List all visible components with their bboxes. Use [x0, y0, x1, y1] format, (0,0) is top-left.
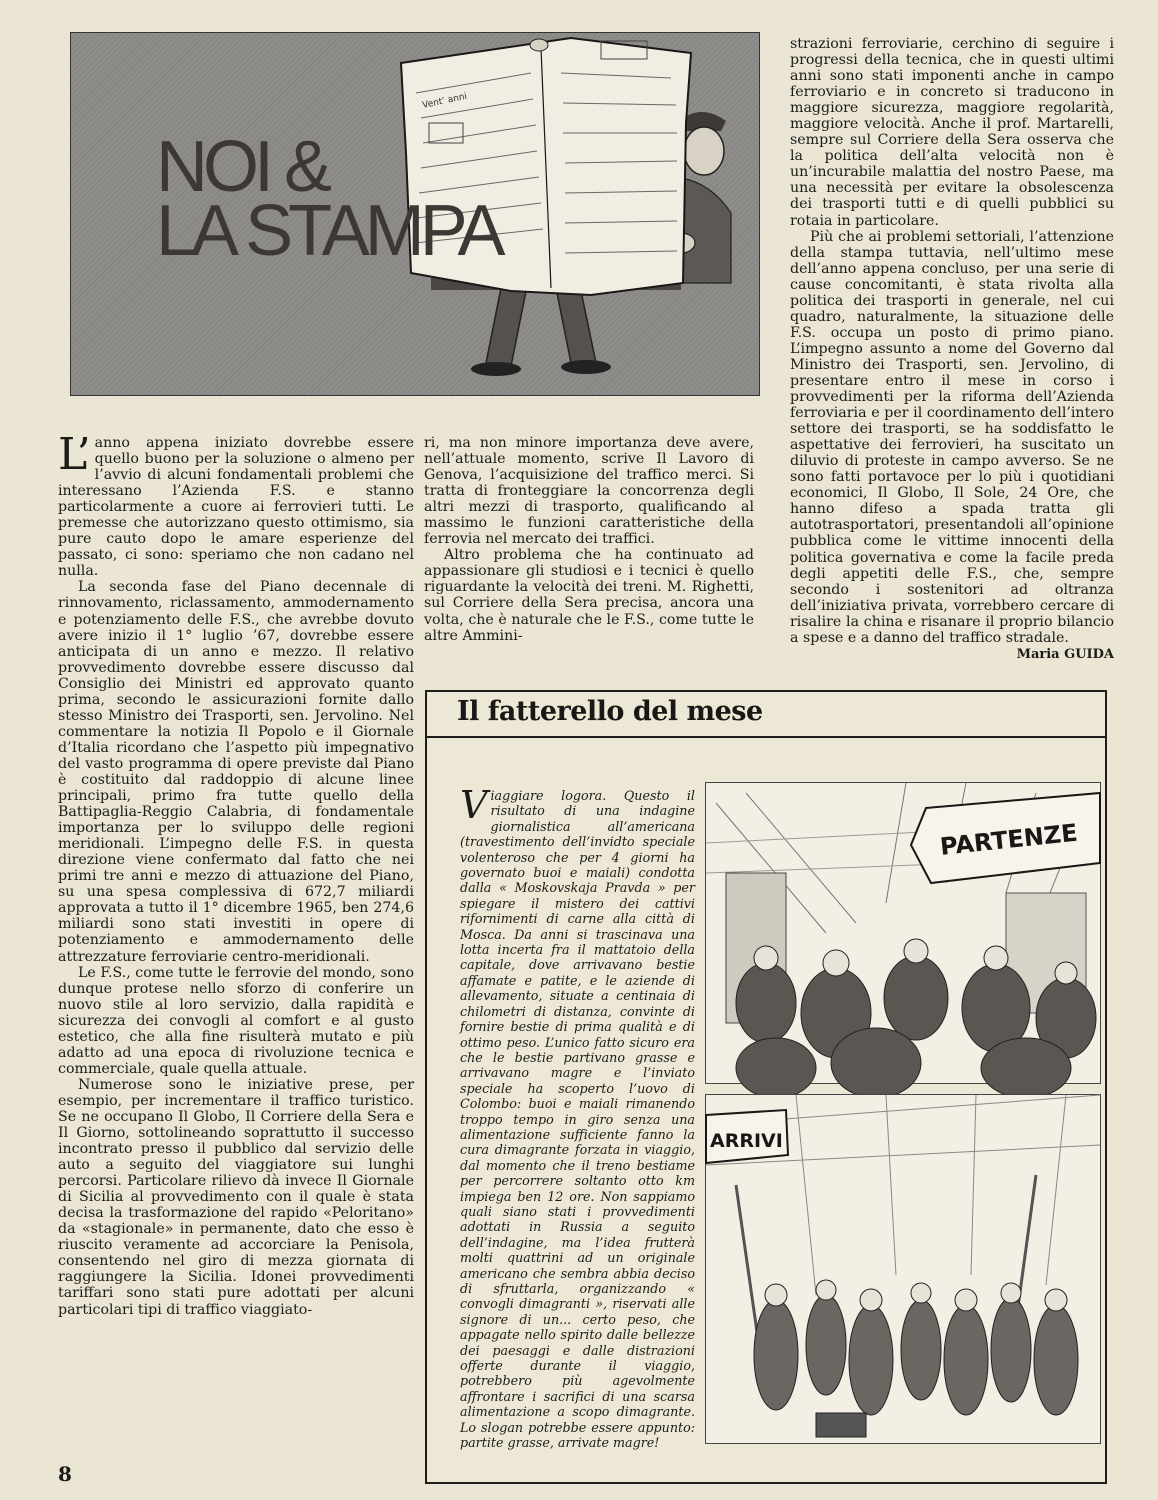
page-title-line1: NOI &: [156, 127, 328, 207]
newspaper-scrawl: Vent’ anni: [421, 91, 469, 111]
page-title-line2: LA STAMPA: [156, 191, 501, 271]
departures-sketch: [705, 782, 1101, 1084]
station-crowd-drawing: [706, 783, 1100, 1083]
article-column-3: [790, 36, 1114, 681]
article-paragraph: La seconda fase del Piano decennale di rinnovamento, riclassamento, ammodernamento e potenziamento delle F.S., che avrebbe dovuto avere inizio il 1° luglio ’67, dovrebbe essere anticipata di un anno e mezzo. Il relativo provvedimento dovrebbe essere discusso dal Consiglio dei Ministri ed approvato quanto prima, secondo le assicurazioni fornite dallo stesso Ministro dei Trasporti, sen. Jervolino. Nel commentare la notizia Il Popolo e il Giornale d’Italia ricordano che l’aspetto più impegnativo del vasto programma di opere previste dal Piano è costituito dal raddoppio di alcune linee principali, primo fra tutte quello della Battipaglia-Reggio Calabria, di fondamentale importanza per lo sviluppo delle regioni meridionali. L’impegno delle F.S. in questa direzione viene confermato dal fatto che nei primi tre anni e mezzo di attuazione del Piano, su una spesa complessiva di 672,7 miliardi approvata a tutto il 1° dicembre 1965, ben 274,6 miliardi sono stati investiti in opere di potenziamento e ammodernamento delle attrezzature ferroviarie centro-meridionali.: [58, 579, 414, 965]
article-paragraph: Le F.S., come tutte le ferrovie del mondo, sono dunque protese nello sforzo di conferire un nuovo stile al loro servizio, dalla rapidità e sicurezza dei convogli al comfort e al gusto estetico, che alla fine risulterà mutato e più adatto ad una epoca di rivoluzione tecnica e commerciale, quale quella attuale.: [58, 964, 414, 1077]
article-column-2: [424, 435, 754, 671]
article-paragraph: Altro problema che ha continuato ad appassionare gli studiosi e i tecnici è quello riguardante la velocità dei treni. M. Righetti, sul Corriere della Sera precisa, ancora una volta, che è naturale che le F.S., come tutte le altre Ammini-: [424, 547, 754, 644]
departures-sign: PARTENZE: [938, 818, 1079, 861]
title-rule: [427, 736, 1105, 738]
fatterello-text: [460, 783, 695, 1451]
article-paragraph: ri, ma non minore importanza deve avere, nell’attuale momento, scrive Il Lavoro di Genova, l’acquisizione del traffico merci. Si tratta di fronteggiare la concorrenza degli altri mezzi di trasporto, qualificando al massimo le funzioni caratteristiche della ferrovia nel mercato dei traffici.: [424, 435, 754, 548]
fatterello-title: Il fatterello del mese: [457, 696, 763, 727]
article-paragraph: Numerose sono le iniziative prese, per esempio, per incrementare il traffico turistico. Se ne occupano Il Globo, Il Corriere della Sera e Il Giorno, sottolineando soprattutto il successo incontrato presso il pubblico dal servizio delle auto a seguito del viaggiatore sui lunghi percorsi. Particolare rilievo dà invece Il Giornale di Sicilia al provvedimento con il quale è stata decisa la trasformazione del rapido «Peloritano» da «stagionale» in permanente, dato che esso è riuscito veramente ad accorciare la Penisola, consentendo nel giro di mezza giornata di raggiungere la Sicilia. Idonei provvedimenti tariffari sono stati pure adottati per alcuni particolari tipi di traffico viaggiato-: [58, 1076, 414, 1318]
article-column-1: [58, 429, 414, 1455]
arrivals-sign: ARRIVI: [710, 1130, 783, 1152]
fatterello-paragraph: Viaggiare logora. Questo il risultato di una indagine giornalistica all’americana (travestimento dell’invidto speciale volenteroso che per 4 giorni ha governato buoi e maiali) condotta dalla « Moskovskaja Pravda » per spiegare il mistero dei cattivi rifornimenti di carne alla città di Mosca. Da anni si trascinava una lotta incerta fra il mattatoio della capitale, dove arrivavano bestie affamate e patite, e le aziende di allevamento, situate a centinaia di chilometri di distanza, convinte di fornire bestie di prima qualità e di ottimo peso. L’unico fatto sicuro era che le bestie partivano grasse e arrivavano magre e l’inviato speciale ha scoperto l’uovo di Colombo: buoi e maiali rimanendo troppo tempo in giro senza una alimentazione sufficiente fanno la cura dimagrante forzata in viaggio, dal momento che il treno bestiame per percorrere soltanto otto km impiega ben 12 ore. Non sappiamo quali siano stati i provvedimenti adottati in Russia a seguito dell’indagine, ma l’idea frutterà molti quattrini ad un originale americano che sembra abbia deciso di sfruttarla, organizzando « convogli dimagranti », riservati alle signore di un... certo peso, che appagate nello spirito dalle bellezze dei paesaggi e dalle distrazioni offerte durante il viaggio, potrebbero più agevolmente affrontare i sacrifici di una scarsa alimentazione a scopo dimagrante. Lo slogan potrebbe essere appunto: partite grasse, arrivate magre!: [460, 783, 695, 1451]
station-arrivals-drawing: [706, 1095, 1100, 1443]
article-paragraph: Più che ai problemi settoriali, l’attenzione della stampa tuttavia, nell’ultimo mese dell’anno appena concluso, per una serie di cause concomitanti, è stata rivolta alla politica dei trasporti in generale, nel cui quadro, naturalmente, la situazione delle F.S. occupa un posto di primo piano. L’impegno assunto a nome del Governo dal Ministro dei Trasporti, sen. Jervolino, di presentare entro il mese in corso i provvedimenti per la riforma dell’Azienda ferroviaria e per il coordinamento dell’intero settore dei trasporti, se ha soddisfatto le aspettative dei ferrovieri, ha suscitato un diluvio di proteste in campo avverso. Se ne sono fatti portavoce per lo più i quotidiani economici, Il Globo, Il Sole, 24 Ore, che hanno difeso a spada tratta gli autotrasportatori, presentandoli all’opinione pubblica come le vittime innocenti della politica governativa e come la facile preda degli appetiti delle F.S., che, sempre secondo i sostenitori ad oltranza dell’iniziativa privata, vorrebbero cercare di risalire la china e risanare il proprio bilancio a spese e a danno del traffico stradale.: [790, 228, 1114, 646]
article-paragraph: L’anno appena iniziato dovrebbe essere quello buono per la soluzione o almeno per l’avvio di alcuni fondamentali problemi che interessano l’Azienda F.S. e stanno particolarmente a cuore ai ferrovieri tutti. Le premesse che autorizzano questo ottimismo, sia pure cauto dopo le amare esperienze del passato, ci sono: speriamo che non cadano nel nulla.: [58, 429, 414, 580]
arrivals-sketch: [705, 1094, 1101, 1444]
page-number: 8: [58, 1462, 72, 1486]
fatterello-box: [425, 690, 1107, 1484]
article-paragraph: strazioni ferroviarie, cerchino di seguire i progressi della tecnica, che in questi ultimi anni sono stati imponenti anche in campo ferroviario e in concreto si traducono in maggiore sicurezza, maggiore regolarità, maggiore velocità. Anche il prof. Martarelli, sempre sul Corriere della Sera osserva che la politica dell’alta velocità non è un’incurabile malattia del nostro Paese, ma una necessità per evitare la obsolescenza dei trasporti tutti e di quelli pubblici su rotaia in particolare.: [790, 36, 1114, 229]
header-illustration: [70, 32, 760, 396]
author-byline: Maria GUIDA: [1016, 646, 1114, 662]
